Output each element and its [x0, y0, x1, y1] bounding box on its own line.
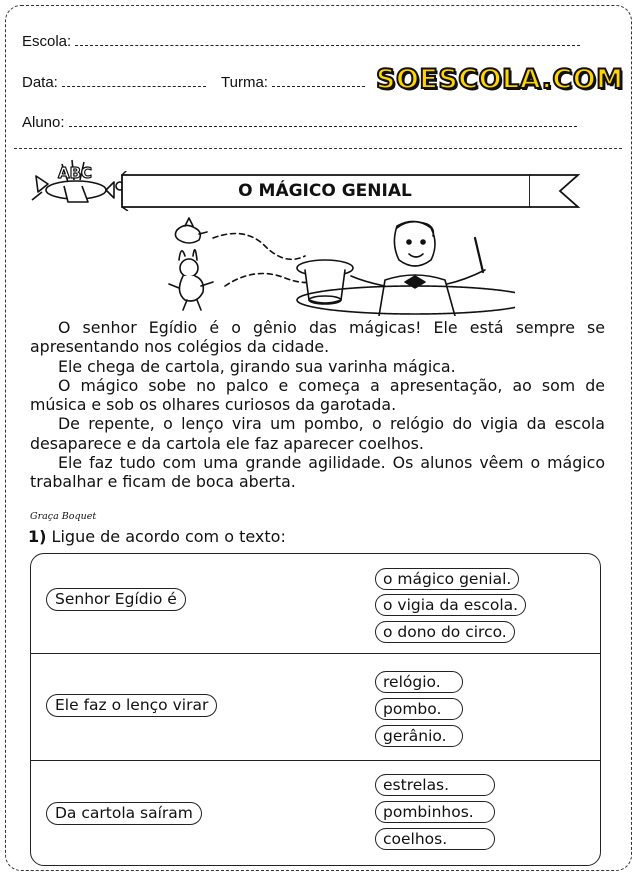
student-blank[interactable]: [69, 117, 577, 127]
option-box[interactable]: o mágico genial.: [375, 568, 519, 590]
student-label: Aluno:: [22, 114, 65, 131]
bird-icon: [175, 218, 207, 243]
school-label: Escola:: [22, 33, 72, 50]
option-box[interactable]: estrelas.: [375, 774, 495, 796]
class-field: [221, 74, 365, 91]
prompt-box[interactable]: Da cartola saíram: [46, 802, 202, 825]
option-box[interactable]: pombinhos.: [375, 801, 495, 823]
exercise-row: [31, 654, 600, 761]
site-logo: SOESCOLA.COM: [376, 64, 624, 95]
exercise-row: [31, 554, 600, 654]
date-blank[interactable]: [62, 77, 206, 87]
story-text: [30, 318, 605, 492]
class-label: Turma:: [221, 74, 268, 91]
prompt-box[interactable]: Ele faz o lenço virar: [46, 694, 217, 717]
airplane-icon: [28, 156, 128, 216]
school-blank[interactable]: [75, 36, 580, 46]
question-1: [28, 527, 286, 546]
magician-illustration: [165, 216, 515, 316]
date-field: [22, 74, 206, 91]
story-paragraph: Ele faz tudo com uma grande agilidade. Os alunos vêem o mágico trabalhar e ficam de boca aberta.: [30, 453, 605, 492]
question-text: Ligue de acordo com o texto:: [51, 527, 286, 546]
question-number: 1): [28, 527, 47, 546]
header-divider: [14, 148, 622, 149]
story-paragraph: O mágico sobe no palco e começa a apresentação, ao som de música e sob os olhares curiosos da garotada.: [30, 375, 605, 415]
story-title: O MÁGICO GENIAL: [238, 181, 412, 201]
student-field: [22, 114, 577, 131]
class-blank[interactable]: [272, 77, 365, 87]
story-paragraph: Ele chega de cartola, girando sua varinha mágica.: [58, 356, 456, 376]
option-box[interactable]: relógio.: [375, 671, 463, 693]
rabbit-icon: [169, 250, 213, 310]
story-paragraph: O senhor Egídio é o gênio das mágicas! Ele está sempre se apresentando nos colégios da cidade.: [30, 318, 605, 357]
option-box[interactable]: pombo.: [375, 698, 463, 720]
story-author: Graça Boquet: [30, 511, 97, 522]
option-box[interactable]: gerânio.: [375, 725, 463, 747]
school-field: [22, 33, 580, 50]
option-box[interactable]: o dono do circo.: [375, 621, 515, 643]
story-paragraph: De repente, o lenço vira um pombo, o relógio do vigia da escola desaparece e da cartola ele faz aparecer coelhos.: [30, 414, 605, 453]
option-box[interactable]: coelhos.: [375, 828, 495, 850]
exercise-row: [31, 761, 600, 866]
svg-text:ABC: ABC: [58, 164, 93, 182]
option-box[interactable]: o vigia da escola.: [375, 594, 526, 616]
matching-exercise: [30, 553, 601, 866]
date-label: Data:: [22, 74, 58, 91]
prompt-box[interactable]: Senhor Egídio é: [46, 588, 186, 611]
